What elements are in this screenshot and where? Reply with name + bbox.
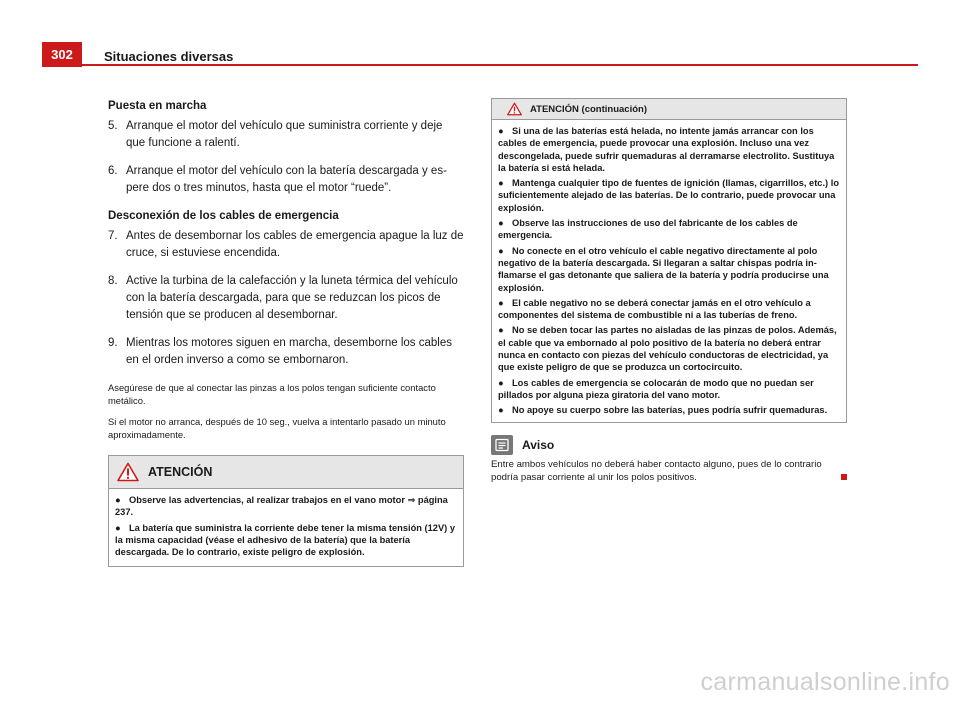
warning-bullet <box>498 404 840 416</box>
right-column <box>491 98 847 484</box>
aviso-body <box>491 458 847 484</box>
bullet-dot: ● <box>115 522 121 533</box>
step-item <box>108 163 464 197</box>
step-text: Arranque el motor del vehículo que suministra corriente y deje que funcione a ralentí. <box>126 120 443 149</box>
section-heading-puesta-en-marcha: Puesta en marcha <box>108 100 207 112</box>
warning-bullet <box>498 125 840 174</box>
step-item <box>108 273 464 324</box>
note-paragraph: Si el motor no arranca, después de 10 seg., vuelva a intentarlo pasado un minuto aproximadamente. <box>108 416 446 440</box>
end-of-section-marker <box>841 474 847 480</box>
warning-bullet-text: No se deben tocar las partes no aisladas de las pinzas de polos. Además, el cable que va embornado al polo positivo de la batería no deberá entrar nunca en contacto con piezas del vehículo conductoras de electricidad, ya que existe peligro de que se produzca un cortocircuito. <box>498 325 837 373</box>
bullet-dot: ● <box>498 245 504 256</box>
bullet-dot: ● <box>498 325 504 336</box>
warning-bullet <box>115 494 457 519</box>
section-heading-desconexion: Desconexión de los cables de emergencia <box>108 210 339 222</box>
warning-header <box>109 456 463 489</box>
step-number: 6. <box>108 165 118 177</box>
warning-header <box>492 99 846 120</box>
bullet-dot: ● <box>115 495 121 505</box>
aviso-header <box>491 435 847 455</box>
watermark: carmanualsonline.info <box>700 668 950 696</box>
warning-title: ATENCIÓN (continuación) <box>530 103 647 115</box>
step-item <box>108 118 464 152</box>
warning-bullet-text: Observe las advertencias, al realizar trabajos en el vano motor ⇒ página 237. <box>115 495 448 518</box>
bullet-dot: ● <box>498 297 504 308</box>
warning-bullet-text: Si una de las baterías está helada, no intente jamás arrancar con los cables de emergencia, puede provocar una explosión. Incluso una vez descongelada, puede sufrir quemaduras al derramarse electrolito. Sustituya la batería si está helada. <box>498 126 835 173</box>
warning-box <box>108 455 464 567</box>
chapter-title: Situaciones diversas <box>104 49 234 64</box>
warning-triangle-icon <box>117 462 139 482</box>
warning-bullet <box>115 522 457 559</box>
warning-triangle-icon <box>507 102 522 116</box>
warning-bullet-text: Mantenga cualquier tipo de fuentes de ignición (llamas, cigarrillos, etc.) lo suficientemente alejado de las baterías. De lo contrario, puede provocar una explosión. <box>498 178 840 213</box>
warning-bullet-text: Los cables de emergencia se colocarán de modo que no puedan ser pillados por alguna pieza giratoria del vano motor. <box>498 377 814 400</box>
warning-bullet-text: El cable negativo no se deberá conectar jamás en el otro vehículo a componentes del sistema de combustible ni a las tuberías de freno. <box>498 297 811 321</box>
step-text: Antes de desembornar los cables de emergencia apague la luz de cruce, si estuviese encendida. <box>126 230 464 259</box>
warning-bullet-text: No apoye su cuerpo sobre las baterías, pues podría sufrir quemaduras. <box>512 405 828 416</box>
warning-body <box>492 120 846 422</box>
warning-bullet <box>498 377 840 402</box>
warning-bullet-text: La batería que suministra la corriente debe tener la misma tensión (12V) y la misma capacidad (véase el adhesivo de la batería) que la batería descargada. De lo contrario, existe peligro de explosión. <box>115 522 456 558</box>
bullet-dot: ● <box>498 405 504 416</box>
warning-bullet-text: No conecte en el otro vehículo el cable negativo directamente al polo negativo de la batería descargada. Si llegaran a saltar chispas podría inflamarse el gas detonante que saliera de la batería y podría producirse una explosión. <box>498 245 829 293</box>
warning-bullet <box>498 297 840 322</box>
note-icon <box>491 435 513 455</box>
header-rule <box>82 64 918 66</box>
warning-title: ATENCIÓN <box>148 465 213 479</box>
step-text: Active la turbina de la calefacción y la luneta térmica del vehículo con la batería descargada, para que se reduzcan los picos de tensión que se producen al desembornar. <box>126 275 458 321</box>
left-column <box>108 98 464 567</box>
step-item <box>108 335 464 369</box>
step-number: 8. <box>108 275 118 287</box>
page-number: 302 <box>42 42 82 67</box>
bullet-dot: ● <box>498 178 504 189</box>
warning-body <box>109 489 463 566</box>
step-number: 7. <box>108 230 118 242</box>
step-text: Mientras los motores siguen en marcha, desemborne los cables en el orden inverso a como se embornaron. <box>126 337 452 366</box>
note-paragraph: Asegúrese de que al conectar las pinzas a los polos tengan suficiente contacto metálico. <box>108 382 436 406</box>
step-number: 5. <box>108 120 118 132</box>
bullet-dot: ● <box>498 218 504 229</box>
warning-bullet <box>498 324 840 373</box>
warning-bullet-text: Observe las instrucciones de uso del fabricante de los cables de emergencia. <box>498 218 798 241</box>
bullet-dot: ● <box>498 377 504 388</box>
step-number: 9. <box>108 337 118 349</box>
warning-box-continued <box>491 98 847 423</box>
warning-bullet <box>498 217 840 242</box>
step-text: Arranque el motor del vehículo con la batería descargada y espere dos o tres minutos, hasta que el motor “ruede”. <box>126 165 447 194</box>
step-item <box>108 228 464 262</box>
aviso-text: Entre ambos vehículos no deberá haber contacto alguno, pues de lo contrario podría pasar corriente al unir los polos positivos. <box>491 458 822 483</box>
warning-bullet <box>498 177 840 214</box>
aviso-title: Aviso <box>522 437 555 452</box>
warning-bullet <box>498 245 840 294</box>
bullet-dot: ● <box>498 126 504 136</box>
